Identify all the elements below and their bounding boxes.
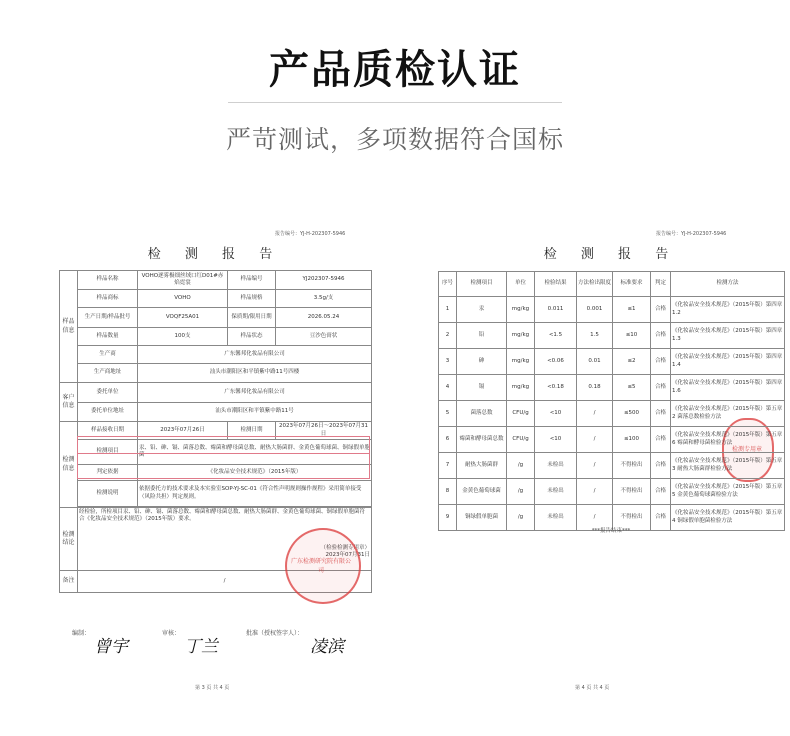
table-cell: ≤2 bbox=[613, 349, 651, 375]
column-header: 判定 bbox=[651, 272, 671, 297]
table-cell: 1.5 bbox=[577, 323, 613, 349]
column-header: 标准要求 bbox=[613, 272, 651, 297]
cell-label: 检测日期 bbox=[228, 422, 276, 440]
editor-label: 编制： bbox=[72, 630, 91, 637]
page-subtitle: 严苛测试，多项数据符合国标 bbox=[225, 125, 564, 154]
remark-value: / bbox=[78, 571, 372, 593]
cell-label: 委托单位地址 bbox=[78, 403, 138, 422]
cell-label: 判定依据 bbox=[78, 465, 138, 481]
cell-value: 2026.05.24 bbox=[276, 308, 372, 328]
table-cell: 未检出 bbox=[535, 453, 577, 479]
table-cell: mg/kg bbox=[507, 375, 535, 401]
column-header: 检测项目 bbox=[457, 272, 507, 297]
cell-value: 汕头市潮阳区和平镇紫中路11号四楼 bbox=[138, 364, 372, 383]
stamp-note: （检验检测专用章） bbox=[320, 545, 370, 552]
cell-value: 汕头市潮阳区和平镇紫中路11号 bbox=[138, 403, 372, 422]
cell-value: YJ202307-5946 bbox=[276, 271, 372, 290]
cell-value: 3.5g/支 bbox=[276, 290, 372, 308]
table-cell: 合格 bbox=[651, 349, 671, 375]
cell-label: 检测项目 bbox=[78, 440, 138, 465]
table-cell: 合格 bbox=[651, 479, 671, 505]
table-cell: <1.5 bbox=[535, 323, 577, 349]
cell-label: 保质期/限用日期 bbox=[228, 308, 276, 328]
cell-value: 广东馨邦化妆品有限公司 bbox=[138, 346, 372, 364]
table-cell: 汞 bbox=[457, 297, 507, 323]
cell-value: VOQF25A01 bbox=[138, 308, 228, 328]
editor-signature: 曾宇 bbox=[94, 637, 128, 657]
reviewer-signature: 丁兰 bbox=[184, 637, 218, 657]
cell-label: 生产日期/样品批号 bbox=[78, 308, 138, 328]
table-cell: 8 bbox=[439, 479, 457, 505]
table-cell: CFU/g bbox=[507, 401, 535, 427]
table-cell: / bbox=[577, 479, 613, 505]
table-cell: 未检出 bbox=[535, 505, 577, 531]
cell-label: 样品商标 bbox=[78, 290, 138, 308]
section-test: 检测信息 bbox=[60, 422, 78, 508]
table-cell: 耐热大肠菌群 bbox=[457, 453, 507, 479]
cell-value: 豆沙色膏状 bbox=[276, 328, 372, 346]
table-cell: 合格 bbox=[651, 427, 671, 453]
cell-value: 2023年07月26日～2023年07月31日 bbox=[276, 422, 372, 440]
table-cell: mg/kg bbox=[507, 297, 535, 323]
table-cell: 不得检出 bbox=[613, 505, 651, 531]
table-cell: 合格 bbox=[651, 297, 671, 323]
table-cell: 霉菌和酵母菌总数 bbox=[457, 427, 507, 453]
table-cell: 4 bbox=[439, 375, 457, 401]
cell-value: 100支 bbox=[138, 328, 228, 346]
table-cell: / bbox=[577, 427, 613, 453]
table-cell: 合格 bbox=[651, 453, 671, 479]
table-cell: <10 bbox=[535, 427, 577, 453]
table-cell: /g bbox=[507, 479, 535, 505]
table-cell: 6 bbox=[439, 427, 457, 453]
table-cell: 《化妆品安全技术规范》（2015年版）第五章 4 铜绿假单胞菌检验方法 bbox=[671, 505, 785, 531]
table-cell: 0.011 bbox=[535, 297, 577, 323]
table-cell: 《化妆品安全技术规范》（2015年版）第五章 6 霉菌和酵母菌检验方法 bbox=[671, 427, 785, 453]
table-row bbox=[439, 401, 785, 427]
table-cell: ≤100 bbox=[613, 427, 651, 453]
table-cell: 铅 bbox=[457, 323, 507, 349]
table-cell: 菌落总数 bbox=[457, 401, 507, 427]
table-cell: ≤5 bbox=[613, 375, 651, 401]
section-client: 客户信息 bbox=[60, 383, 78, 422]
table-cell: 《化妆品安全技术规范》（2015年版）第四章 1.4 bbox=[671, 349, 785, 375]
reviewer-label: 审核： bbox=[162, 630, 181, 637]
table-cell: 合格 bbox=[651, 323, 671, 349]
table-cell: 铜绿假单胞菌 bbox=[457, 505, 507, 531]
stamp-text-left: 广东检测研究院有限公司 bbox=[290, 558, 351, 574]
table-cell: 2 bbox=[439, 323, 457, 349]
table-cell: 0.01 bbox=[577, 349, 613, 375]
column-header: 方法检出限度 bbox=[577, 272, 613, 297]
cell-value: VOHO逐雾极细丝绒口红D01#赤焰霓裳 bbox=[138, 271, 228, 290]
cell-label: 样品状态 bbox=[228, 328, 276, 346]
table-cell: /g bbox=[507, 505, 535, 531]
table-cell: / bbox=[577, 505, 613, 531]
table-cell: 未检出 bbox=[535, 479, 577, 505]
section-remark: 备注 bbox=[60, 571, 78, 593]
cell-label: 生产商 bbox=[78, 346, 138, 364]
table-cell: 0.18 bbox=[577, 375, 613, 401]
table-cell: 《化妆品安全技术规范》（2015年版）第五章 3 耐热大肠菌群检验方法 bbox=[671, 453, 785, 479]
table-cell: <10 bbox=[535, 401, 577, 427]
section-sample: 样品信息 bbox=[60, 271, 78, 383]
cell-label: 生产商地址 bbox=[78, 364, 138, 383]
table-row bbox=[439, 453, 785, 479]
table-cell: 金黄色葡萄球菌 bbox=[457, 479, 507, 505]
cell-value: 依据委托方的技术要求及本实验室SOP-YJ-SC-01《符合性声明规则操作规程》采用简单接受（风险共担）判定规则。 bbox=[138, 481, 372, 507]
column-header: 检验结果 bbox=[535, 272, 577, 297]
cell-label: 委托单位 bbox=[78, 383, 138, 403]
cell-label: 样品规格 bbox=[228, 290, 276, 308]
table-cell: 5 bbox=[439, 401, 457, 427]
column-header: 序号 bbox=[439, 272, 457, 297]
table-cell: 1 bbox=[439, 297, 457, 323]
table-cell: 0.001 bbox=[577, 297, 613, 323]
table-cell: / bbox=[577, 453, 613, 479]
report-end-note: ***报告结束*** bbox=[591, 528, 631, 534]
table-cell: 3 bbox=[439, 349, 457, 375]
table-cell: <0.06 bbox=[535, 349, 577, 375]
report-no-left: 报告编号：YJ-H-202307-5946 bbox=[275, 231, 346, 237]
table-cell: ≤1 bbox=[613, 297, 651, 323]
table-row bbox=[439, 427, 785, 453]
table-cell: 《化妆品安全技术规范》（2015年版）第五章 2 菌落总数检验方法 bbox=[671, 401, 785, 427]
approver-label: 批准（授权签字人）： bbox=[246, 630, 304, 637]
conclusion-text: 经检验，所检项目汞、铅、砷、镉、菌落总数、霉菌和酵母菌总数、耐热大肠菌群、金黄色葡萄球菌、铜绿假单胞菌符合《化妆品安全技术规范》（2015年版）要求。 bbox=[79, 509, 366, 523]
table-cell: 镉 bbox=[457, 375, 507, 401]
table-cell: 9 bbox=[439, 505, 457, 531]
table-cell: 《化妆品安全技术规范》（2015年版）第四章 1.6 bbox=[671, 375, 785, 401]
table-row bbox=[439, 375, 785, 401]
title-divider bbox=[228, 102, 562, 103]
table-cell: <0.18 bbox=[535, 375, 577, 401]
table-cell: 合格 bbox=[651, 401, 671, 427]
table-cell: 不得检出 bbox=[613, 479, 651, 505]
section-conclusion: 检测结论 bbox=[60, 508, 78, 571]
cell-value: 广东馨邦化妆品有限公司 bbox=[138, 383, 372, 403]
table-header-row bbox=[439, 272, 785, 297]
report-title-right: 检 测 报 告 bbox=[543, 247, 679, 262]
table-cell: mg/kg bbox=[507, 349, 535, 375]
cell-value: VOHO bbox=[138, 290, 228, 308]
cell-value: 汞、铅、砷、镉、菌落总数、霉菌和酵母菌总数、耐热大肠菌群、金黄色葡萄球菌、铜绿假单胞菌 bbox=[138, 440, 372, 465]
stamp-text-right: 检测专用章 bbox=[731, 446, 762, 453]
page-title: 产品质检认证 bbox=[269, 47, 521, 93]
table-cell: / bbox=[577, 401, 613, 427]
footer-right: 第 4 页 共 4 页 bbox=[575, 685, 610, 691]
column-header: 单位 bbox=[507, 272, 535, 297]
table-cell: 不得检出 bbox=[613, 453, 651, 479]
table-cell: ≤10 bbox=[613, 323, 651, 349]
table-row bbox=[439, 297, 785, 323]
table-cell: /g bbox=[507, 453, 535, 479]
footer-left: 第 3 页 共 4 页 bbox=[195, 685, 230, 691]
report-no-right: 报告编号：YJ-H-202307-5946 bbox=[656, 231, 727, 237]
cell-label: 检测说明 bbox=[78, 481, 138, 507]
column-header: 检测方法 bbox=[671, 272, 785, 297]
table-cell: 合格 bbox=[651, 505, 671, 531]
table-row bbox=[439, 323, 785, 349]
table-row bbox=[439, 349, 785, 375]
report-title-left: 检 测 报 告 bbox=[147, 247, 283, 262]
table-cell: 《化妆品安全技术规范》（2015年版）第五章 5 金黄色葡萄球菌检验方法 bbox=[671, 479, 785, 505]
table-cell: 7 bbox=[439, 453, 457, 479]
cell-value: 2023年07月26日 bbox=[138, 422, 228, 440]
highlight-date bbox=[77, 436, 370, 454]
cell-label: 样品数量 bbox=[78, 328, 138, 346]
approver-signature: 凌滨 bbox=[310, 637, 344, 657]
stamp-date: 2023年07月31日 bbox=[325, 552, 370, 559]
table-cell: ≤500 bbox=[613, 401, 651, 427]
cell-label: 样品接收日期 bbox=[78, 422, 138, 440]
table-row bbox=[439, 479, 785, 505]
table-cell: 合格 bbox=[651, 375, 671, 401]
table-cell: 《化妆品安全技术规范》（2015年版）第四章 1.2 bbox=[671, 297, 785, 323]
cell-value: 《化妆品安全技术规范》（2015年版） bbox=[138, 465, 372, 481]
table-cell: 《化妆品安全技术规范》（2015年版）第四章 1.3 bbox=[671, 323, 785, 349]
table-cell: 砷 bbox=[457, 349, 507, 375]
highlight-items bbox=[77, 453, 370, 479]
table-cell: CFU/g bbox=[507, 427, 535, 453]
cell-label: 样品名称 bbox=[78, 271, 138, 290]
cell-label: 样品编号 bbox=[228, 271, 276, 290]
table-cell: mg/kg bbox=[507, 323, 535, 349]
results-table bbox=[438, 271, 785, 531]
